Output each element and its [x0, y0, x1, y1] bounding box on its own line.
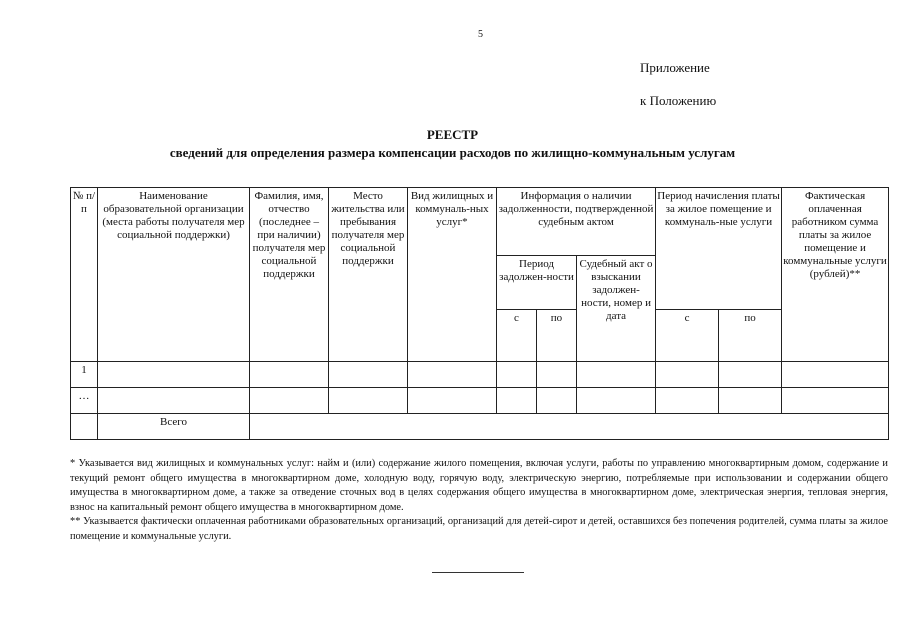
header-paid-amount: Фактическая оплаченная работником сумма платы за жилое помещение и коммунальные услуги (рублей)**	[782, 188, 889, 362]
header-residence: Место жительства или пребывания получателя мер социальной поддержки	[329, 188, 408, 362]
table-row	[71, 362, 889, 388]
table-row	[71, 388, 889, 414]
header-service-kind: Вид жилищных и коммуналь-ных услуг*	[408, 188, 497, 362]
header-accrual-from: с	[656, 310, 719, 362]
header-debt-period: Период задолжен-ности	[497, 256, 577, 310]
table-cell	[537, 362, 577, 388]
footnote-2: ** Указывается фактически оплаченная работниками образовательных организаций, организаций для детей-сирот и детей, оставшихся без попечения родителей, сумма платы за жилое помещение и коммунальные услуги.	[70, 516, 888, 542]
appendix-line-2: к Положению	[640, 93, 717, 108]
page-number: 5	[478, 29, 483, 40]
footnotes	[70, 457, 888, 544]
table-cell	[782, 362, 889, 388]
registry-table	[70, 187, 889, 440]
table-cell	[577, 362, 656, 388]
appendix-line-1: Приложение	[640, 60, 710, 75]
table-cell	[719, 362, 782, 388]
table-cell	[656, 362, 719, 388]
row-number: …	[71, 388, 98, 414]
table-cell	[719, 388, 782, 414]
total-value-cell	[250, 414, 889, 440]
document-subtitle: сведений для определения размера компенсации расходов по жилищно-коммунальным услугам	[169, 145, 736, 160]
header-accrual-period: Период начисления платы за жилое помещение и коммуналь-ные услуги	[656, 188, 782, 310]
header-num: № п/п	[71, 188, 98, 362]
table-cell	[577, 388, 656, 414]
table-cell	[537, 388, 577, 414]
table-cell	[408, 388, 497, 414]
footnote-1: * Указывается вид жилищных и коммунальных услуг: найм и (или) содержание жилого помещения, включая услуги, работы по управлению многоквартирным домом, содержание и текущий ремонт общего имущества в многоквартирном доме, холодную воду, горячую воду, электрическую энергию, потребляемые при использовании и содержании общего имущества в многоквартирном доме, а также за отведение сточных вод в целях содержания общего имущества в многоквартирном доме, электрическая энергия, тепловая энергия, взнос на капитальный ремонт общего имущества в многоквартирном доме.	[70, 458, 888, 513]
table-cell	[250, 362, 329, 388]
header-debt-to: по	[537, 310, 577, 362]
header-debt-info: Информация о наличии задолженности, подтвержденной судебным актом	[497, 188, 656, 256]
table-cell	[408, 362, 497, 388]
table-cell	[71, 414, 98, 440]
header-full-name: Фамилия, имя, отчество (последнее – при наличии) получателя мер социальной поддержки	[250, 188, 329, 362]
table-cell	[656, 388, 719, 414]
header-organization: Наименование образовательной организации (места работы получателя мер социальной поддержки)	[98, 188, 250, 362]
table-cell	[782, 388, 889, 414]
table-cell	[329, 388, 408, 414]
table-cell	[497, 388, 537, 414]
total-label: Всего	[98, 414, 250, 440]
header-accrual-to: по	[719, 310, 782, 362]
header-court-act: Судебный акт о взыскании задолжен-ности, номер и дата	[577, 256, 656, 362]
table-cell	[250, 388, 329, 414]
row-number: 1	[71, 362, 98, 388]
total-row	[71, 414, 889, 440]
header-debt-from: с	[497, 310, 537, 362]
table-cell	[329, 362, 408, 388]
document-title: РЕЕСТР	[426, 127, 479, 142]
closing-divider	[432, 572, 524, 573]
table-cell	[98, 362, 250, 388]
table-cell	[98, 388, 250, 414]
table-cell	[497, 362, 537, 388]
